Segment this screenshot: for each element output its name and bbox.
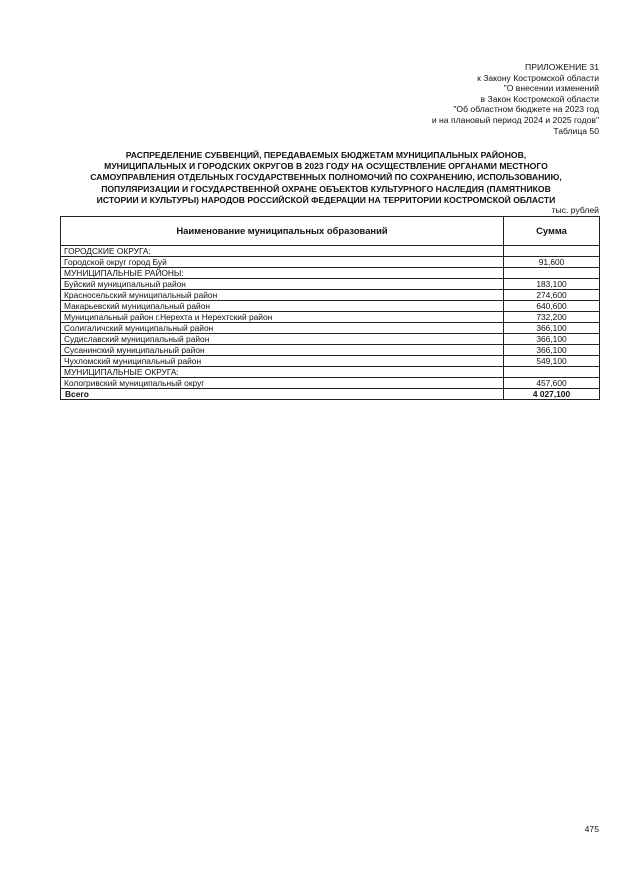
- table-number: Таблица 50: [553, 125, 599, 136]
- table-header-row: [61, 217, 600, 246]
- table-row: [61, 290, 600, 301]
- row-amount: [504, 246, 600, 257]
- total-label: Всего: [61, 389, 504, 400]
- row-amount: [504, 367, 600, 378]
- row-amount: 183,100: [504, 279, 600, 290]
- header-amount: Сумма: [504, 217, 600, 246]
- appendix-line: "О внесении изменений: [503, 83, 599, 94]
- row-name: Макарьевский муниципальный район: [61, 301, 504, 312]
- title-line: МУНИЦИПАЛЬНЫХ И ГОРОДСКИХ ОКРУГОВ В 2023 ГОДУ НА ОСУЩЕСТВЛЕНИЕ ОРГАНАМИ МЕСТНОГО: [104, 161, 548, 172]
- row-name: ГОРОДСКИЕ ОКРУГА:: [61, 246, 504, 257]
- units-label: тыс. рублей: [551, 205, 599, 215]
- row-name: Кологривский муниципальный округ: [61, 378, 504, 389]
- table-row: [61, 279, 600, 290]
- page-number: 475: [584, 824, 599, 834]
- document-title: [48, 150, 604, 206]
- row-amount: 366,100: [504, 345, 600, 356]
- table-row: [61, 356, 600, 367]
- row-name: Сусанинский муниципальный район: [61, 345, 504, 356]
- row-amount: 549,100: [504, 356, 600, 367]
- table-row: [61, 323, 600, 334]
- row-amount: 457,600: [504, 378, 600, 389]
- row-name: Чухломский муниципальный район: [61, 356, 504, 367]
- title-line: ИСТОРИИ И КУЛЬТУРЫ) НАРОДОВ РОССИЙСКОЙ ФЕДЕРАЦИИ НА ТЕРРИТОРИИ КОСТРОМСКОЙ ОБЛАСТИ: [96, 194, 556, 205]
- row-name: МУНИЦИПАЛЬНЫЕ ОКРУГА:: [61, 367, 504, 378]
- row-name: Судиславский муниципальный район: [61, 334, 504, 345]
- header-name: Наименование муниципальных образований: [61, 217, 504, 246]
- total-amount: 4 027,100: [504, 389, 600, 400]
- row-name: МУНИЦИПАЛЬНЫЕ РАЙОНЫ:: [61, 268, 504, 279]
- table-row: [61, 334, 600, 345]
- table-row: [61, 367, 600, 378]
- row-name: Солигаличский муниципальный район: [61, 323, 504, 334]
- table-row: [61, 268, 600, 279]
- appendix-line: и на плановый период 2024 и 2025 годов": [431, 114, 599, 125]
- table-row: [61, 378, 600, 389]
- row-amount: 91,600: [504, 257, 600, 268]
- row-amount: [504, 268, 600, 279]
- appendix-line: "Об областном бюджете на 2023 год: [453, 104, 599, 115]
- title-line: САМОУПРАВЛЕНИЯ ОТДЕЛЬНЫХ ГОСУДАРСТВЕННЫХ ПОЛНОМОЧИЙ ПО СОХРАНЕНИЮ, ИСПОЛЬЗОВАНИЮ,: [90, 172, 562, 183]
- title-line: ПОПУЛЯРИЗАЦИИ И ГОСУДАРСТВЕННОЙ ОХРАНЕ ОБЪЕКТОВ КУЛЬТУРНОГО НАСЛЕДИЯ (ПАМЯТНИКОВ: [101, 183, 551, 194]
- appendix-line: к Закону Костромской области: [477, 72, 599, 83]
- table-row: [61, 246, 600, 257]
- row-amount: 366,100: [504, 323, 600, 334]
- table-row: [61, 301, 600, 312]
- table-row: [61, 312, 600, 323]
- row-amount: 640,600: [504, 301, 600, 312]
- appendix-line: ПРИЛОЖЕНИЕ 31: [525, 62, 599, 72]
- row-amount: 366,100: [504, 334, 600, 345]
- title-line: РАСПРЕДЕЛЕНИЕ СУБВЕНЦИЙ, ПЕРЕДАВАЕМЫХ БЮДЖЕТАМ МУНИЦИПАЛЬНЫХ РАЙОНОВ,: [125, 150, 527, 160]
- row-name: Муниципальный район г.Нерехта и Нерехтский район: [61, 312, 504, 323]
- table-row: [61, 345, 600, 356]
- appendix-header: [432, 62, 599, 136]
- row-name: Городской округ город Буй: [61, 257, 504, 268]
- row-name: Буйский муниципальный район: [61, 279, 504, 290]
- table-row: [61, 257, 600, 268]
- row-amount: 274,600: [504, 290, 600, 301]
- total-row: [61, 389, 600, 400]
- appendix-line: в Закон Костромской области: [480, 93, 599, 104]
- subsidy-table: [60, 216, 600, 400]
- row-name: Красносельский муниципальный район: [61, 290, 504, 301]
- row-amount: 732,200: [504, 312, 600, 323]
